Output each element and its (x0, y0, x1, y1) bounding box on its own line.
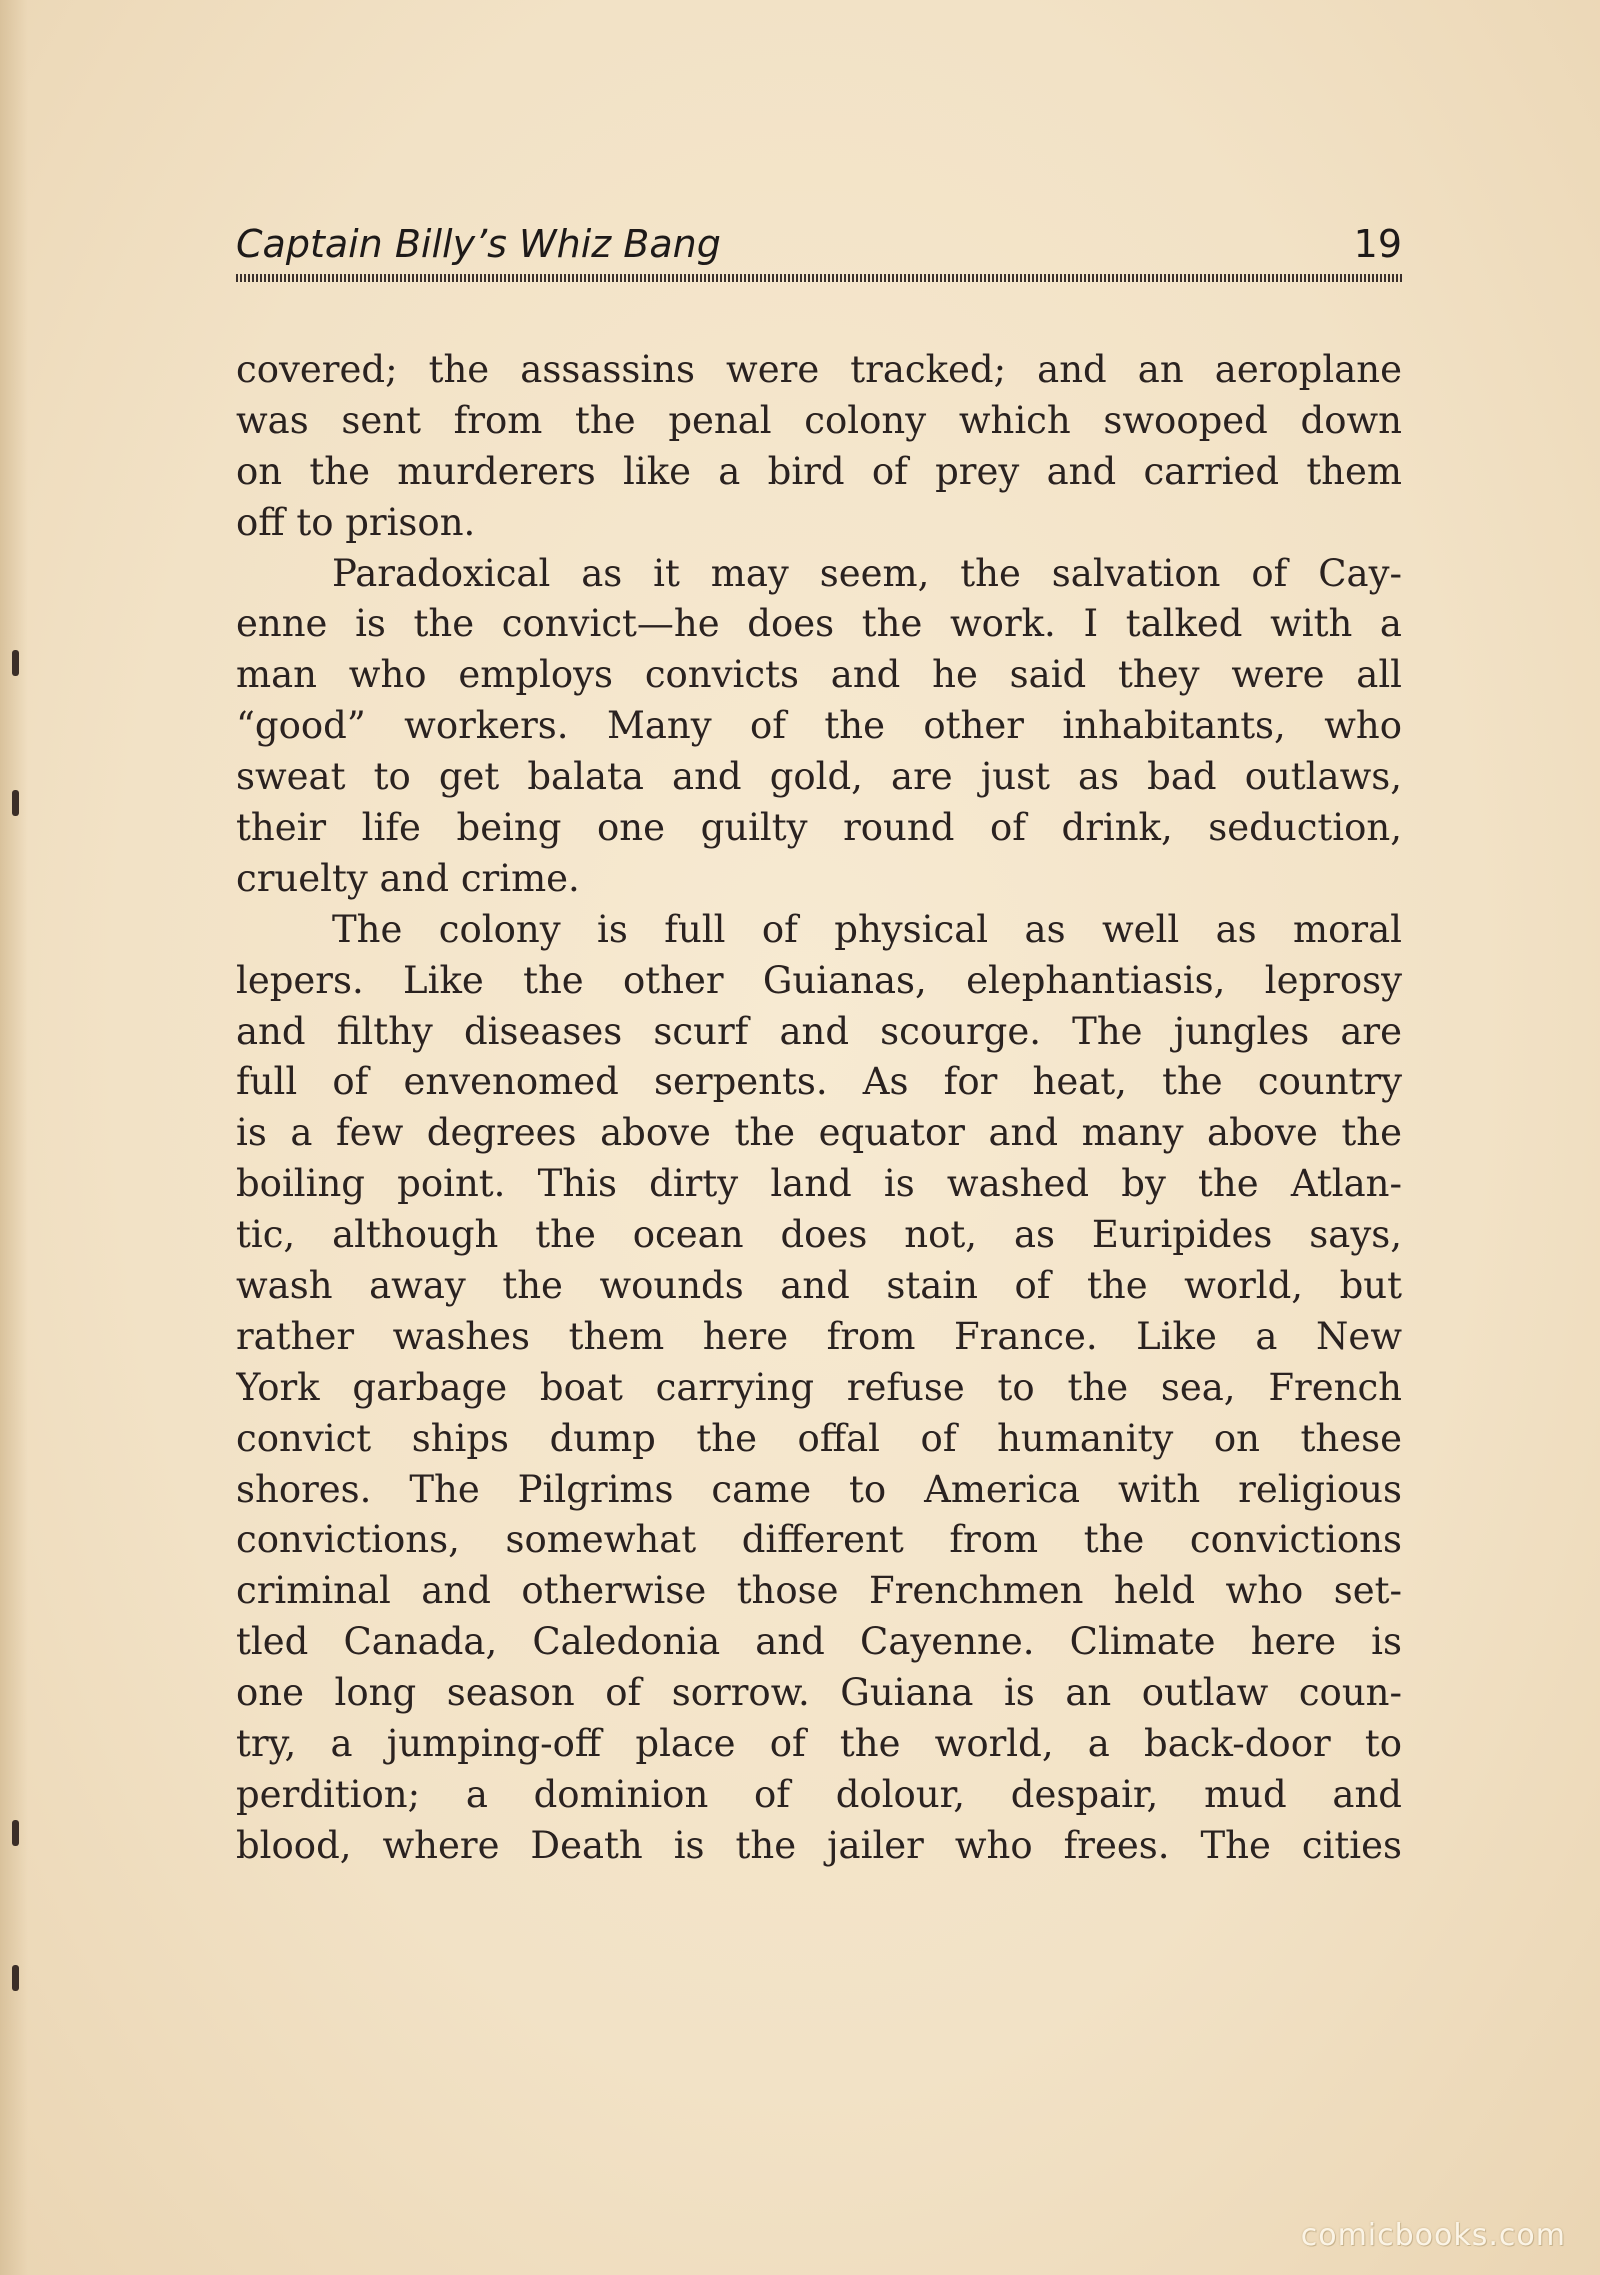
header-rule (236, 274, 1402, 282)
text-line: full of envenomed serpents. As for heat, the country (236, 1060, 1402, 1104)
text-line: “good” workers. Many of the other inhabitants, who (236, 704, 1402, 748)
magazine-title: Captain Billy’s Whiz Bang (236, 222, 721, 266)
text-line: The colony is full of physical as well as moral (332, 907, 1402, 951)
text-line: try, a jumping-off place of the world, a back-door to (236, 1722, 1402, 1766)
text-line: convictions, somewhat different from the convictions (236, 1518, 1402, 1562)
running-header (236, 222, 1402, 282)
text-line: wash away the wounds and stain of the world, but (236, 1264, 1402, 1308)
text-line: tic, although the ocean does not, as Euripides says, (236, 1213, 1402, 1257)
text-line: shores. The Pilgrims came to America with religious (236, 1467, 1402, 1511)
text-line: off to prison. (236, 500, 476, 544)
page-binding-edge (0, 0, 28, 2275)
staple (12, 790, 19, 816)
text-line: is a few degrees above the equator and many above the (236, 1111, 1402, 1155)
site-watermark: comicbooks.com (1300, 2218, 1566, 2253)
text-line: on the murderers like a bird of prey and carried them (236, 449, 1402, 493)
text-line: their life being one guilty round of drink, seduction, (236, 806, 1402, 850)
text-line: convict ships dump the offal of humanity on these (236, 1416, 1402, 1460)
text-line: cruelty and crime. (236, 856, 580, 900)
text-line: one long season of sorrow. Guiana is an outlaw coun- (236, 1671, 1402, 1715)
staple (12, 650, 19, 676)
article-body (236, 345, 1402, 1872)
text-line: tled Canada, Caledonia and Cayenne. Climate here is (236, 1620, 1402, 1664)
text-line: lepers. Like the other Guianas, elephantiasis, leprosy (236, 958, 1402, 1002)
text-line: perdition; a dominion of dolour, despair, mud and (236, 1772, 1402, 1816)
text-line: covered; the assassins were tracked; and an aeroplane (236, 348, 1402, 391)
text-line: blood, where Death is the jailer who frees. The cities (236, 1823, 1402, 1867)
text-line: was sent from the penal colony which swooped down (236, 398, 1402, 442)
text-line: man who employs convicts and he said they were all (236, 653, 1402, 697)
text-line: enne is the convict—he does the work. I talked with a (236, 602, 1402, 646)
page-number: 19 (1353, 222, 1402, 266)
text-line: sweat to get balata and gold, are just as bad outlaws, (236, 755, 1402, 799)
text-line: boiling point. This dirty land is washed by the Atlan- (236, 1162, 1402, 1206)
text-line: Paradoxical as it may seem, the salvation of Cay- (332, 551, 1402, 595)
text-line: York garbage boat carrying refuse to the sea, French (236, 1365, 1402, 1409)
text-line: and filthy diseases scurf and scourge. The jungles are (236, 1009, 1402, 1053)
staple (12, 1820, 19, 1846)
text-line: criminal and otherwise those Frenchmen held who set- (236, 1569, 1402, 1613)
staple (12, 1965, 19, 1991)
text-line: rather washes them here from France. Like a New (236, 1314, 1402, 1358)
